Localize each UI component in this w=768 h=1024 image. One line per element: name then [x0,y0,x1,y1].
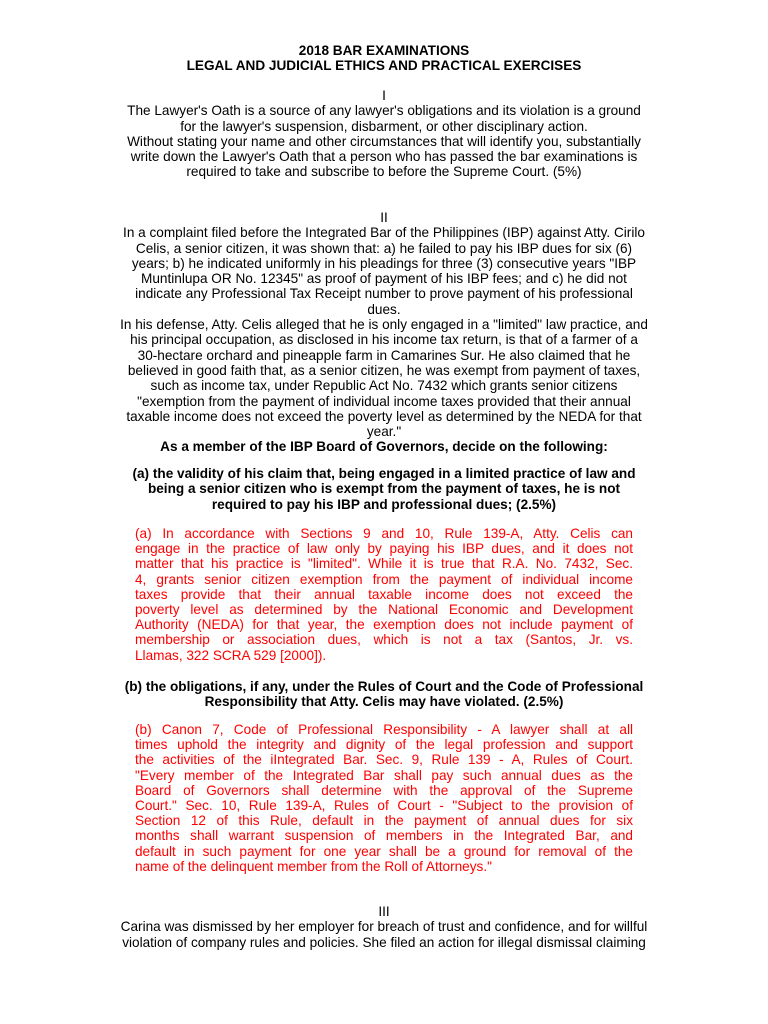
question-3 [84,904,684,950]
question-line: his principal occupation, as disclosed in his income tax return, is that of a farmer of a [130,332,638,348]
exam-header [60,43,708,74]
answer-line: membership or association dues, which is not a tax (Santos, Jr. vs. [135,632,633,648]
answer-line: Court." Sec. 10, Rule 139-A, Rules of Court - "Subject to the provision of [135,798,633,814]
question-line: Carina was dismissed by her employer for breach of trust and confidence, and for willful [120,919,648,935]
question-line: required to take and subscribe to before the Supreme Court. (5%) [186,164,582,180]
question-1 [84,88,684,180]
part-line: (a) the validity of his claim that, being engaged in a limited practice of law and [132,466,636,481]
question-line: Without stating your name and other circumstances that will identify you, substantially [127,133,641,149]
answer-line: engage in the practice of law only by paying his IBP dues, and it does not [135,541,633,557]
part-line: required to pay his IBP and professional dues; (2.5%) [211,496,557,512]
exam-year-title: 2018 BAR EXAMINATIONS [298,43,470,58]
answer-line: matter that his practice is "limited". While it is true that R.A. No. 7432, Sec. [135,556,633,572]
question-line: In his defense, Atty. Celis alleged that he is only engaged in a "limited" law practice, and [120,317,648,333]
question-line: Muntinlupa OR No. 12345" as proof of payment of his IBP fees; and c) he did not [141,271,627,287]
part-line: being a senior citizen who is exempt from the payment of taxes, he is not [147,481,621,497]
answer-line: "Every member of the Integrated Bar shall pay such annual dues as the [135,767,633,783]
question-line: dues. [367,301,401,317]
answer-line: 4, grants senior citizen exemption from the payment of individual income [135,571,633,587]
answer-line: Authority (NEDA) for that year, the exemption does not include payment of [135,617,633,633]
question-line: In a complaint filed before the Integrated Bar of the Philippines (IBP) against Atty. Cirilo [123,225,645,241]
answer-line: Board of Governors shall determine with the approval of the Supreme [135,782,633,798]
answer-line: months shall warrant suspension of members in the Integrated Bar, and [135,828,633,844]
exam-subject-title: LEGAL AND JUDICIAL ETHICS AND PRACTICAL EXERCISES [186,58,582,74]
answer-line: default in such payment for one year shall be a ground for removal of the [135,843,633,859]
part-line: Responsibility that Atty. Celis may have violated. (2.5%) [204,694,564,710]
question-line: "exemption from the payment of individual income taxes provided that their annual [137,393,631,409]
question-instruction: As a member of the IBP Board of Governors, decide on the following: [160,439,608,455]
question-line: 30-hectare orchard and pineapple farm in Camarines Sur. He also claimed that he [137,347,631,363]
question-line: taxable income does not exceed the poverty level as determined by the NEDA for that [126,408,642,424]
answer-line: Section 12 of this Rule, default in the payment of annual dues for six [135,813,633,829]
question-line: year." [366,424,402,440]
question-numeral: II [380,210,388,225]
question-line: for the lawyer's suspension, disbarment, or other disciplinary action. [180,118,588,134]
answer-line: taxes provide that their annual taxable income does not exceed the [135,586,633,602]
answer-a [135,526,633,663]
answer-line: times uphold the integrity and dignity of the legal profession and support [135,737,633,753]
question-2 [84,210,684,455]
question-line: violation of company rules and policies. She filed an action for illegal dismissal claiming [122,934,646,950]
answer-line: the activities of the iIntegrated Bar. Sec. 9, Rule 139 - A, Rules of Court. [135,752,633,768]
question-numeral: III [378,904,390,919]
question-line: such as income tax, under Republic Act No. 7432 which grants senior citizens [150,378,618,394]
question-line: believed in good faith that, as a senior citizen, he was exempt from payment of taxes, [127,362,641,378]
answer-b [135,722,633,874]
answer-line: poverty level as determined by the National Economic and Development [135,602,633,618]
question-line: indicate any Professional Tax Receipt number to prove payment of his professional [135,286,633,302]
question-2-part-b [84,679,684,710]
answer-line: name of the delinquent member from the Roll of Attorneys." [135,858,492,874]
answer-line: Llamas, 322 SCRA 529 [2000]). [135,647,327,663]
question-numeral: I [382,88,386,103]
question-line: years; b) he indicated uniformly in his pleadings for three (3) consecutive years "IBP [131,255,637,271]
answer-line: (a) In accordance with Sections 9 and 10, Rule 139-A, Atty. Celis can [135,526,633,541]
answer-line: (b) Canon 7, Code of Professional Responsibility - A lawyer shall at all [135,722,633,737]
question-line: Celis, a senior citizen, it was shown that: a) he failed to pay his IBP dues for six (6) [135,240,633,256]
question-2-part-a [84,466,684,512]
part-line: (b) the obligations, if any, under the Rules of Court and the Code of Professional [124,679,644,694]
question-line: The Lawyer's Oath is a source of any lawyer's obligations and its violation is a ground [127,103,641,119]
question-line: write down the Lawyer's Oath that a person who has passed the bar examinations is [130,149,638,165]
